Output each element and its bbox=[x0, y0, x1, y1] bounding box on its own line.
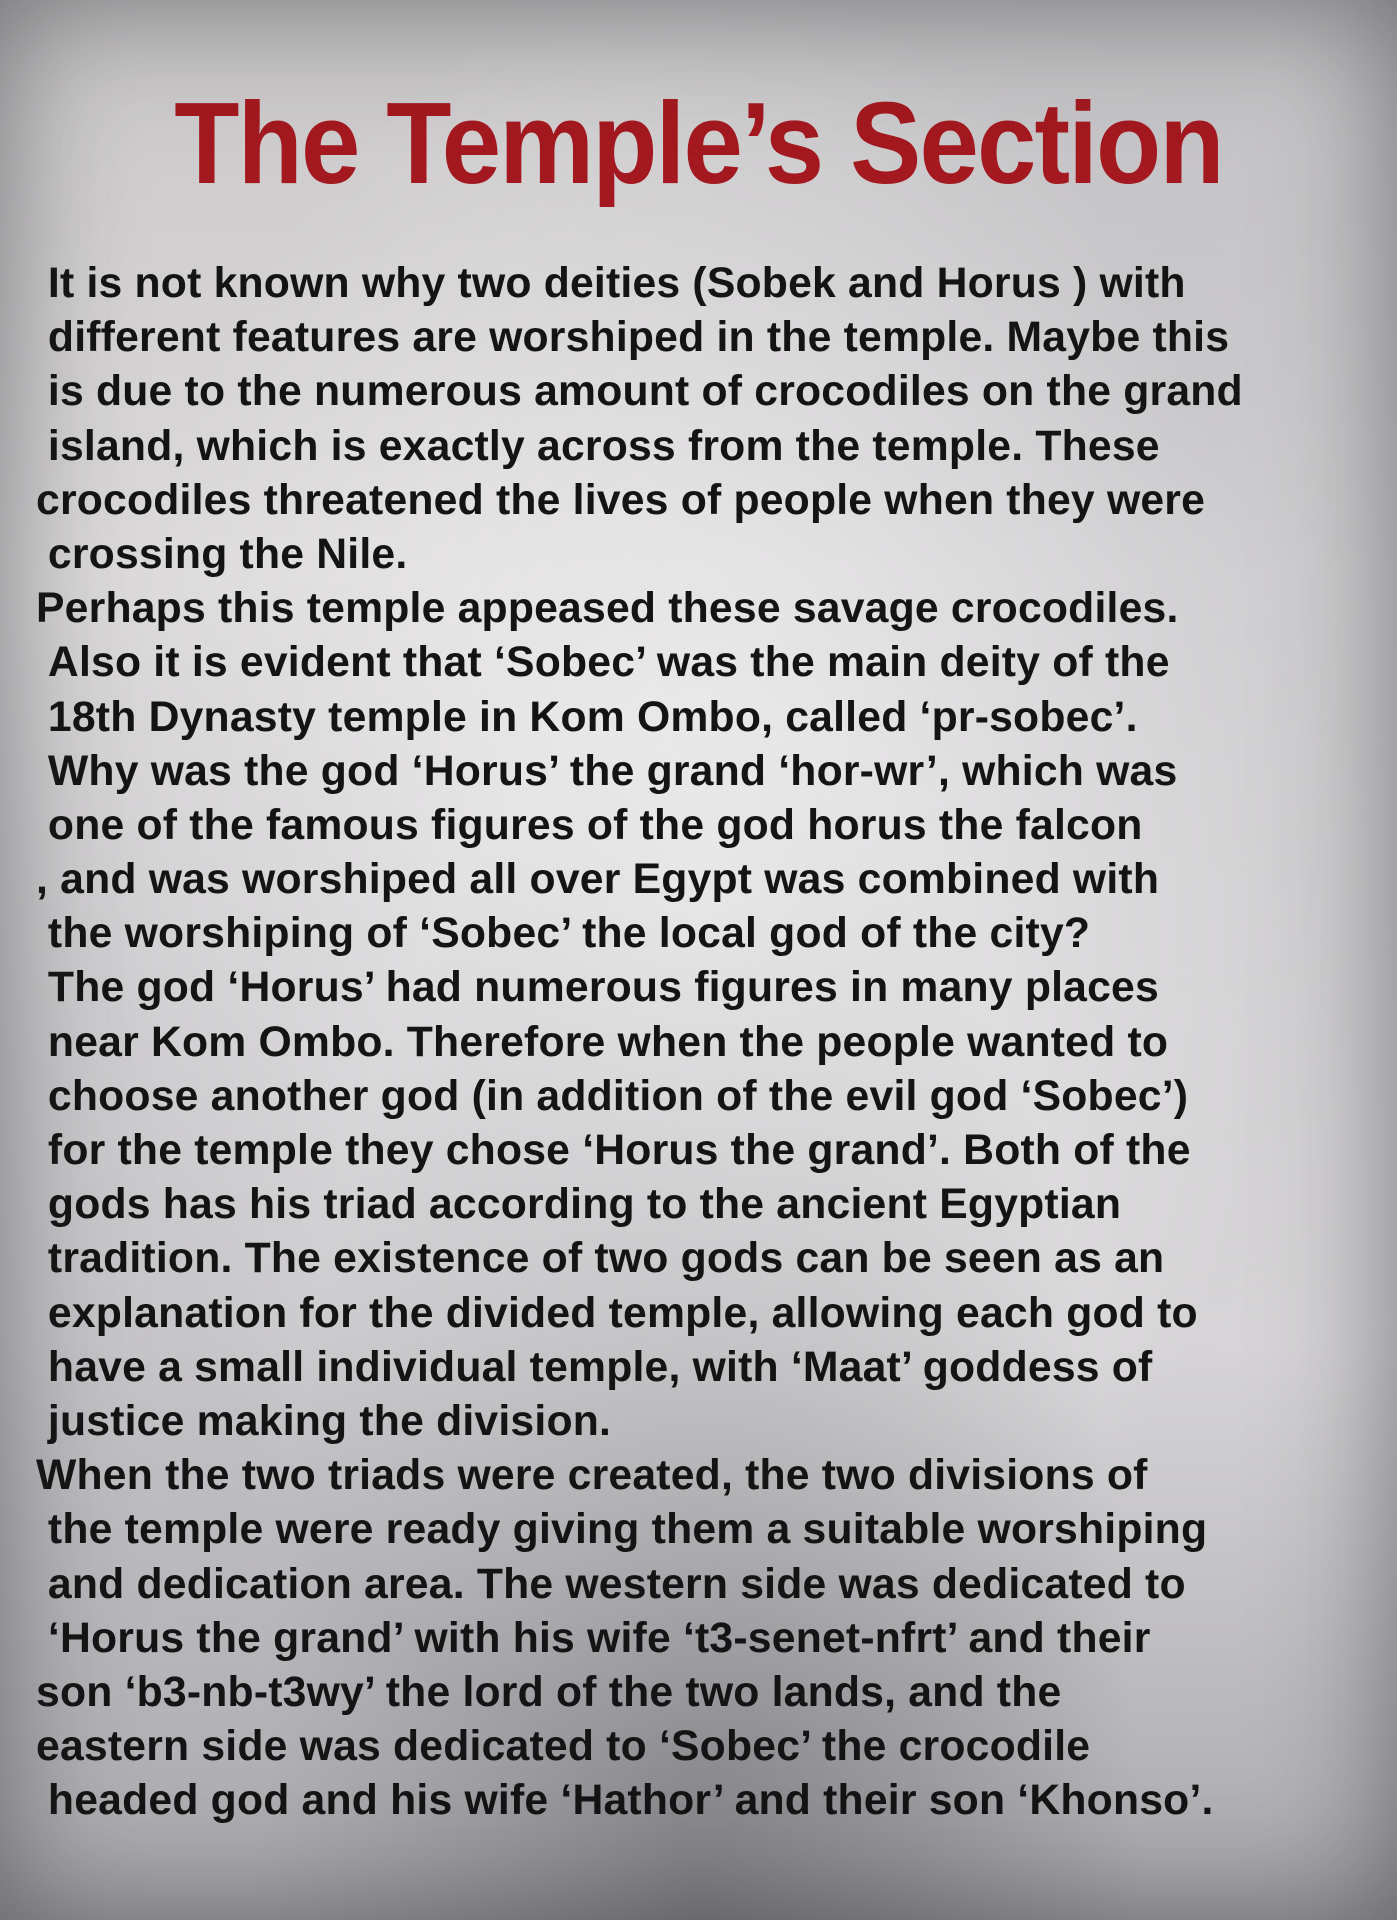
text-line: explanation for the divided temple, allowing each god to bbox=[47, 1288, 1198, 1337]
sign-body-text bbox=[36, 256, 1381, 1827]
text-line: crocodiles threatened the lives of people when they were bbox=[36, 475, 1206, 524]
text-line: , and was worshiped all over Egypt was combined with bbox=[36, 855, 1160, 904]
text-line: for the temple they chose ‘Horus the grand’. Both of the bbox=[47, 1126, 1191, 1174]
text-line: gods has his triad according to the ancient Egyptian bbox=[47, 1180, 1122, 1229]
text-line: Why was the god ‘Horus’ the grand ‘hor-wr’, which was bbox=[47, 746, 1178, 795]
text-line: have a small individual temple, with ‘Maat’ goddess of bbox=[47, 1342, 1153, 1391]
text-line: crossing the Nile. bbox=[47, 529, 408, 578]
text-line: justice making the division. bbox=[47, 1396, 612, 1445]
text-line: 18th Dynasty temple in Kom Ombo, called ‘pr-sobec’. bbox=[47, 692, 1138, 741]
text-line: When the two triads were created, the two divisions of bbox=[36, 1451, 1148, 1500]
text-line: different features are worshiped in the temple. Maybe this bbox=[47, 313, 1230, 362]
text-line: the temple were ready giving them a suitable worshiping bbox=[47, 1505, 1208, 1554]
text-line: is due to the numerous amount of crocodiles on the grand bbox=[47, 367, 1243, 416]
text-line: and dedication area. The western side was dedicated to bbox=[47, 1559, 1186, 1608]
text-line: headed god and his wife ‘Hathor’ and their son ‘Khonso’. bbox=[47, 1776, 1214, 1825]
text-line: Also it is evident that ‘Sobec’ was the main deity of the bbox=[47, 638, 1170, 687]
text-line: island, which is exactly across from the temple. These bbox=[47, 421, 1160, 470]
text-line: The god ‘Horus’ had numerous figures in many places bbox=[47, 963, 1159, 1012]
text-line: It is not known why two deities (Sobek and Horus ) with bbox=[47, 259, 1186, 307]
text-line: eastern side was dedicated to ‘Sobec’ the crocodile bbox=[36, 1722, 1091, 1771]
text-line: son ‘b3-nb-t3wy’ the lord of the two lands, and the bbox=[36, 1667, 1062, 1716]
text-line: tradition. The existence of two gods can be seen as an bbox=[47, 1234, 1165, 1283]
text-line: ‘Horus the grand’ with his wife ‘t3-senet-nfrt’ and their bbox=[47, 1613, 1151, 1662]
text-line: the worshiping of ‘Sobec’ the local god of the city? bbox=[47, 909, 1091, 958]
text-line: one of the famous figures of the god horus the falcon bbox=[47, 800, 1143, 849]
text-line: choose another god (in addition of the evil god ‘Sobec’) bbox=[47, 1071, 1189, 1120]
sign-title: The Temple’s Section bbox=[174, 78, 1223, 208]
text-line: near Kom Ombo. Therefore when the people wanted to bbox=[47, 1017, 1169, 1066]
text-line: Perhaps this temple appeased these savage crocodiles. bbox=[36, 584, 1179, 633]
